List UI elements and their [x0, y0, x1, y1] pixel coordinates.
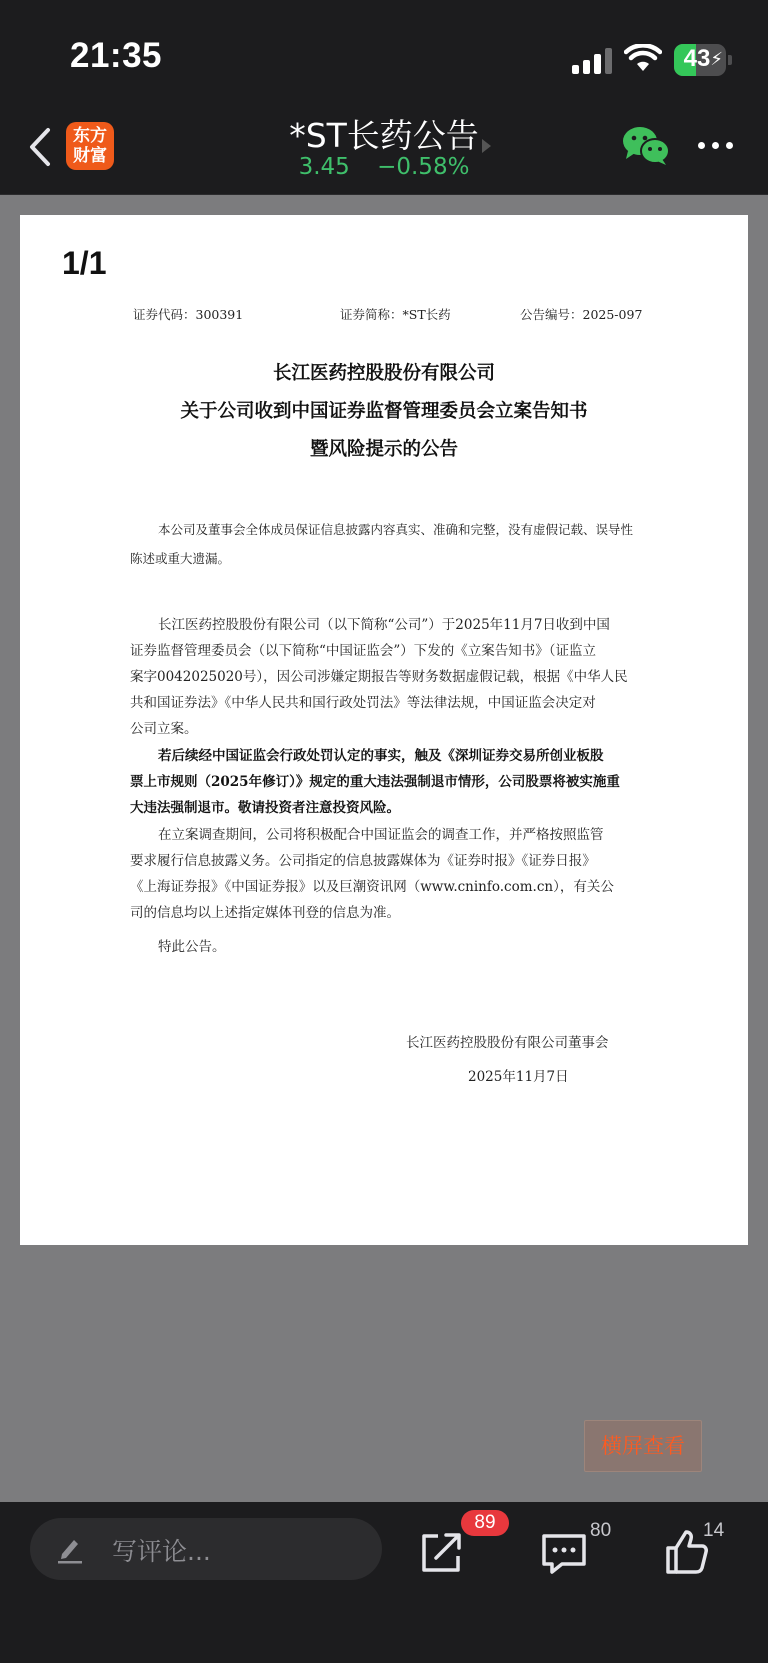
wechat-icon[interactable] — [622, 126, 670, 166]
document-title — [20, 355, 748, 469]
pen-icon — [56, 1534, 84, 1564]
disclaimer-line: 陈述或重大遗漏。 — [130, 551, 231, 566]
paragraph-line: 证券监督管理委员会（以下简称“中国证监会”）下发的《立案告知书》（证监立 — [130, 643, 597, 659]
paragraph-line: 要求履行信息披露义务。公司指定的信息披露媒体为《证券时报》《证券日报》 — [130, 853, 596, 869]
paragraph-line: 《上海证券报》《中国证券报》以及巨潮资讯网（www.cninfo.com.cn），有关公 — [130, 879, 614, 895]
closing-line: 特此公告。 — [158, 939, 226, 955]
like-count: 14 — [703, 1520, 725, 1541]
bottom-action-bar — [0, 1502, 768, 1663]
paragraph-line: 在立案调查期间，公司将积极配合中国证监会的调查工作，并严格按照监管 — [158, 827, 604, 843]
paragraph-line: 票上市规则（2025年修订）》规定的重大违法强制退市情形，公司股票将被实施重 — [130, 774, 620, 790]
document-page — [20, 215, 748, 1245]
security-code: 证券代码：300391 — [133, 307, 244, 322]
nav-bar — [0, 100, 768, 195]
comment-icon[interactable] — [534, 1522, 594, 1582]
paragraph-line: 若后续经中国证监会行政处罚认定的事实，触及《深圳证券交易所创业板股 — [158, 748, 604, 764]
paragraph-line: 司的信息均以上述指定媒体刊登的信息为准。 — [130, 905, 400, 921]
comment-placeholder: 写评论... — [112, 1537, 211, 1566]
paragraph-line: 案字0042025020号），因公司涉嫌定期报告等财务数据虚假记载，根据《中华人民 — [130, 669, 628, 685]
risk-warning-paragraph — [130, 743, 640, 821]
landscape-view-button[interactable]: 横屏查看 — [584, 1420, 702, 1472]
battery-indicator — [674, 44, 726, 76]
wifi-icon — [624, 44, 662, 74]
more-icon[interactable] — [698, 142, 734, 152]
battery-percent: 43 — [683, 45, 711, 72]
title-line: 关于公司收到中国证券监督管理委员会立案告知书 — [180, 401, 588, 422]
disclaimer-line: 本公司及董事会全体成员保证信息披露内容真实、准确和完整，没有虚假记载、误导性 — [158, 522, 634, 537]
paragraph-line: 公司立案。 — [130, 721, 198, 737]
battery-tip — [728, 55, 732, 65]
paragraph-line: 共和国证券法》《中华人民共和国行政处罚法》等法律法规，中国证监会决定对 — [130, 695, 596, 711]
security-abbr: 证券简称：*ST长药 — [340, 307, 451, 322]
notice-number: 公告编号：2025-097 — [520, 307, 643, 322]
logo-line-2: 财富 — [73, 146, 107, 166]
back-icon[interactable] — [24, 124, 58, 170]
paragraph-line: 长江医药控股股份有限公司（以下简称“公司”）于2025年11月7日收到中国 — [158, 617, 610, 633]
stock-change: −0.58% — [377, 154, 470, 180]
paragraph-line: 大违法强制退市。敬请投资者注意投资风险。 — [130, 800, 400, 816]
stock-price: 3.45 — [298, 154, 350, 180]
disclaimer-paragraph — [130, 515, 640, 573]
cellular-signal-icon — [572, 48, 614, 74]
page-indicator: 1/1 — [62, 245, 107, 281]
status-bar — [0, 0, 768, 100]
page-title[interactable]: *ST长药公告 — [289, 116, 479, 155]
charging-bolt-icon: ⚡ — [710, 49, 723, 70]
title-arrow-icon — [482, 139, 491, 153]
signature-board: 长江医药控股股份有限公司董事会 — [406, 1035, 609, 1051]
share-count-badge: 89 — [461, 1510, 509, 1536]
title-line: 暨风险提示的公告 — [309, 439, 458, 460]
comment-count: 80 — [590, 1520, 612, 1541]
title-line: 长江医药控股股份有限公司 — [272, 363, 495, 384]
logo-line-1: 东方 — [73, 126, 107, 146]
app-logo[interactable] — [66, 122, 114, 170]
signature-date: 2025年11月7日 — [468, 1069, 569, 1085]
body-paragraph-3 — [130, 822, 640, 926]
closing-paragraph — [130, 934, 640, 960]
body-paragraph-1 — [130, 612, 640, 742]
stock-quote — [200, 154, 568, 180]
comment-input[interactable] — [30, 1518, 382, 1580]
status-time: 21:35 — [70, 36, 163, 75]
